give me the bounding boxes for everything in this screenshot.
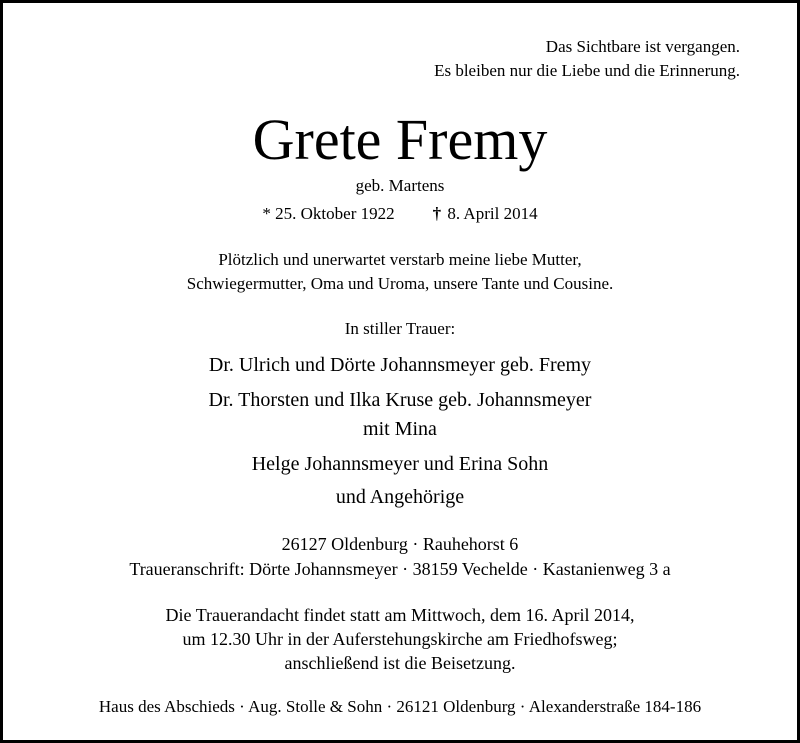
death-date-group [433,204,538,224]
deceased-name: Grete Fremy [252,107,548,172]
maiden-name: geb. Martens [355,176,445,195]
life-dates [3,204,797,224]
announcement-line-2: Schwiegermutter, Oma und Uroma, unsere Tante und Cousine. [186,274,614,293]
funeral-home-footer: Haus des Abschieds · Aug. Stolle & Sohn · 26121 Oldenburg · Alexanderstraße 184-186 [98,697,702,716]
address-line-2: Traueranschrift: Dörte Johannsmeyer · 38159 Vechelde · Kastanienweg 3 a [129,559,671,579]
mourner-name: mit Mina [363,418,437,440]
dagger-icon: † [432,204,442,223]
mourner-name: und Angehörige [335,486,465,508]
service-line-1: Die Trauerandacht findet statt am Mittwoch, dem 16. April 2014, [165,605,635,625]
mourner-name: Dr. Thorsten und Ilka Kruse geb. Johannsmeyer [208,389,592,411]
motto-line-2: Es bleiben nur die Liebe und die Erinnerung. [434,61,740,80]
motto-line-1: Das Sichtbare ist vergangen. [545,37,740,56]
service-line-3: anschließend ist die Beisetzung. [284,653,516,673]
death-date: 8. April 2014 [447,204,538,223]
service-line-2: um 12.30 Uhr in der Auferstehungskirche am Friedhofsweg; [182,629,618,649]
address-line-1: 26127 Oldenburg · Rauhehorst 6 [281,534,519,554]
birth-date: * 25. Oktober 1922 [262,204,395,223]
mourners-intro: In stiller Trauer: [344,319,456,338]
mourner-name: Dr. Ulrich und Dörte Johannsmeyer geb. Fremy [208,354,592,376]
announcement-line-1: Plötzlich und unerwartet verstarb meine liebe Mutter, [218,250,582,269]
mourner-name: Helge Johannsmeyer und Erina Sohn [251,453,549,475]
